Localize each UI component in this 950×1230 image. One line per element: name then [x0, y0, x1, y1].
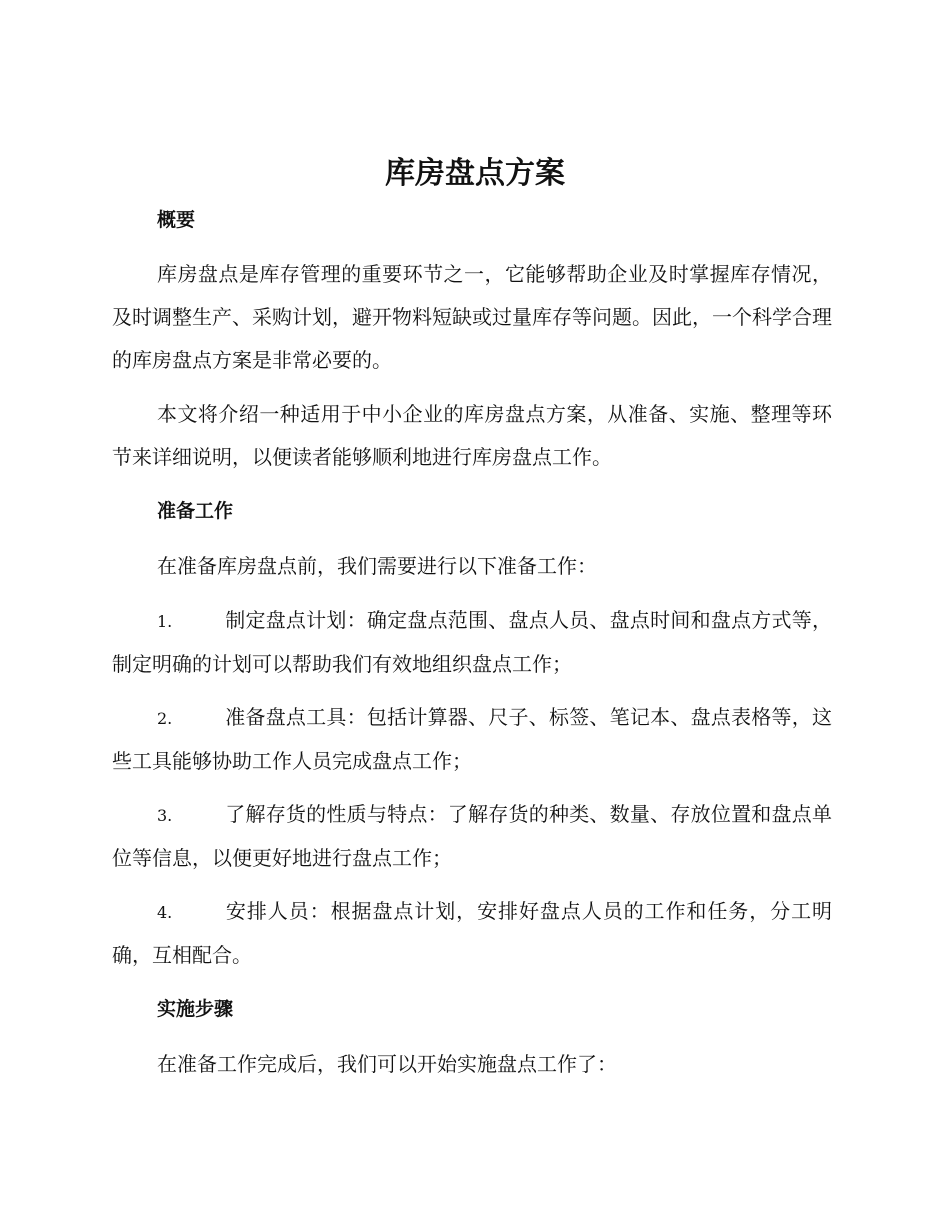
- preparation-intro: 在准备库房盘点前，我们需要进行以下准备工作：: [157, 554, 597, 578]
- list-item-number: 1.: [157, 612, 173, 631]
- list-item-number: 4.: [157, 903, 173, 922]
- list-item-number: 3.: [157, 806, 173, 825]
- overview-paragraph-1: 库房盘点是库存管理的重要环节之一，它能够帮助企业及时掌握库存情况，及时调整生产、采购计划，避开物料短缺或过量库存等问题。因此，一个科学合理的库房盘点方案是非常必要的。: [112, 262, 832, 372]
- list-item-text: 制定盘点计划：确定盘点范围、盘点人员、盘点时间和盘点方式等，制定明确的计划可以帮助我们有效地组织盘点工作；: [112, 608, 832, 676]
- list-item: [112, 599, 832, 686]
- section-heading-overview: 概要: [157, 209, 196, 231]
- list-item: [112, 793, 832, 880]
- list-item-text: 了解存货的性质与特点：了解存货的种类、数量、存放位置和盘点单位等信息，以便更好地进行盘点工作；: [112, 802, 832, 870]
- section-heading-preparation: 准备工作: [157, 500, 234, 522]
- list-item-text: 安排人员：根据盘点计划，安排好盘点人员的工作和任务，分工明确，互相配合。: [112, 899, 832, 967]
- list-item: [112, 696, 832, 783]
- document-title: 库房盘点方案: [385, 156, 565, 191]
- implementation-intro: 在准备工作完成后，我们可以开始实施盘点工作了：: [157, 1052, 617, 1076]
- list-item-text: 准备盘点工具：包括计算器、尺子、标签、笔记本、盘点表格等，这些工具能够协助工作人员完成盘点工作；: [112, 705, 832, 773]
- list-item: [112, 890, 832, 977]
- section-heading-implementation: 实施步骤: [157, 998, 234, 1020]
- list-item-number: 2.: [157, 709, 173, 728]
- overview-paragraph-2: 本文将介绍一种适用于中小企业的库房盘点方案，从准备、实施、整理等环节来详细说明，以便读者能够顺利地进行库房盘点工作。: [112, 402, 832, 469]
